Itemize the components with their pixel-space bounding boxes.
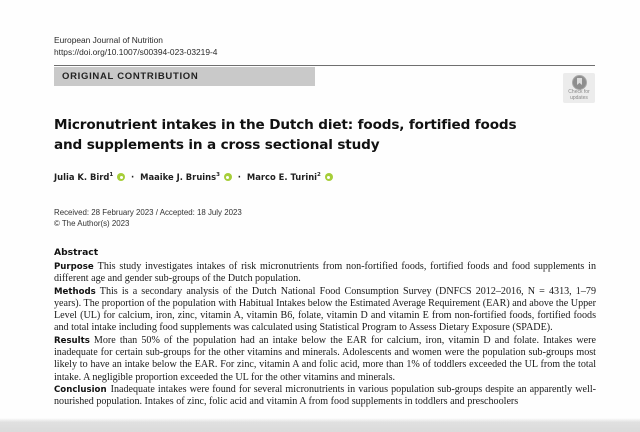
abstract-conclusion <box>54 384 596 409</box>
author-list <box>54 172 333 182</box>
abstract-section-text: This is a secondary analysis of the Dutch National Food Consumption Survey (DNFCS 2012–2016, N = 4313, 1–79 years). The proportion of the population with Habitual Intakes below the Estimated Average Requirement (EAR) and above the Upper Level (UL) for calcium, iron, zinc, vitamin A, vitamin B6, folate, vitamin D and vitamin E from non-fortified foods, fortified foods and total intake including food supplements was calculated using Statistical Program to Assess Dietary Exposure (SPADE). <box>54 285 597 334</box>
abstract-heading: Abstract <box>54 247 99 258</box>
author-affiliation: 2 <box>317 172 321 178</box>
title-line-1: Micronutrient intakes in the Dutch diet: foods, fortified foods <box>54 117 517 133</box>
received-accepted-dates: Received: 28 February 2023 / Accepted: 18 July 2023 <box>54 208 242 217</box>
bottom-overlay-shade <box>0 418 640 432</box>
abstract-methods <box>54 286 596 335</box>
author-affiliation: 1 <box>109 172 114 178</box>
journal-info <box>54 34 217 58</box>
section-label-band <box>54 67 315 86</box>
author-name[interactable]: Maaike J. Bruins <box>140 172 217 182</box>
copyright-notice: © The Author(s) 2023 <box>54 219 130 228</box>
abstract-section-label: Conclusion <box>54 384 107 395</box>
author-separator: · <box>131 172 135 182</box>
author-separator: · <box>237 172 241 182</box>
abstract-section-text: More than 50% of the population had an intake below the EAR for calcium, iron, vitamin D and folate. Intakes were inadequate for certain sub-groups for the other vitamins and minerals. Adolescents and women were the population sub-groups most likely to have an intake below the EAR. For zinc, vitamin A and folic acid, more than 1% of toddlers exceeded the UL from the total intake. A negligible proportion exceeded the UL for the other vitamins and minerals. <box>54 334 596 383</box>
crossmark-label-line1: Check for <box>568 89 590 95</box>
crossmark-label-line2: updates <box>570 94 588 101</box>
abstract-purpose <box>54 261 596 286</box>
author-name[interactable]: Julia K. Bird <box>54 172 110 182</box>
article-title <box>54 115 574 155</box>
abstract-section-text: This study investigates intakes of risk micronutrients from non-fortified foods, fortified foods and food supplements in different age and gender sub-groups of the Dutch population. <box>54 261 596 285</box>
doi-link[interactable]: https://doi.org/10.1007/s00394-023-03219-4 <box>54 47 218 57</box>
orcid-icon[interactable] <box>325 173 333 181</box>
abstract-section-text: Inadequate intakes were found for several micronutrients in various population sub-groups despite an apparently well-nourished population. Intakes of zinc, folic acid and vitamin A from food supplements in toddlers and preschoolers <box>54 383 596 408</box>
abstract-results <box>54 335 596 384</box>
orcid-icon[interactable] <box>117 173 125 181</box>
crossmark-icon <box>572 75 587 90</box>
orcid-icon[interactable] <box>224 173 232 181</box>
title-line-2: and supplements in a cross sectional study <box>54 137 380 153</box>
journal-name: European Journal of Nutrition <box>54 35 163 45</box>
abstract-body <box>54 261 596 409</box>
publication-dates <box>54 207 242 229</box>
author-name[interactable]: Marco E. Turini <box>246 172 318 182</box>
section-label: ORIGINAL CONTRIBUTION <box>62 71 199 82</box>
abstract-section-label: Results <box>54 335 90 346</box>
check-for-updates-button[interactable] <box>563 73 595 103</box>
abstract-section-label: Methods <box>54 286 96 297</box>
header-rule <box>54 65 595 66</box>
abstract-section-label: Purpose <box>54 262 94 272</box>
author-affiliation: 3 <box>216 172 220 178</box>
